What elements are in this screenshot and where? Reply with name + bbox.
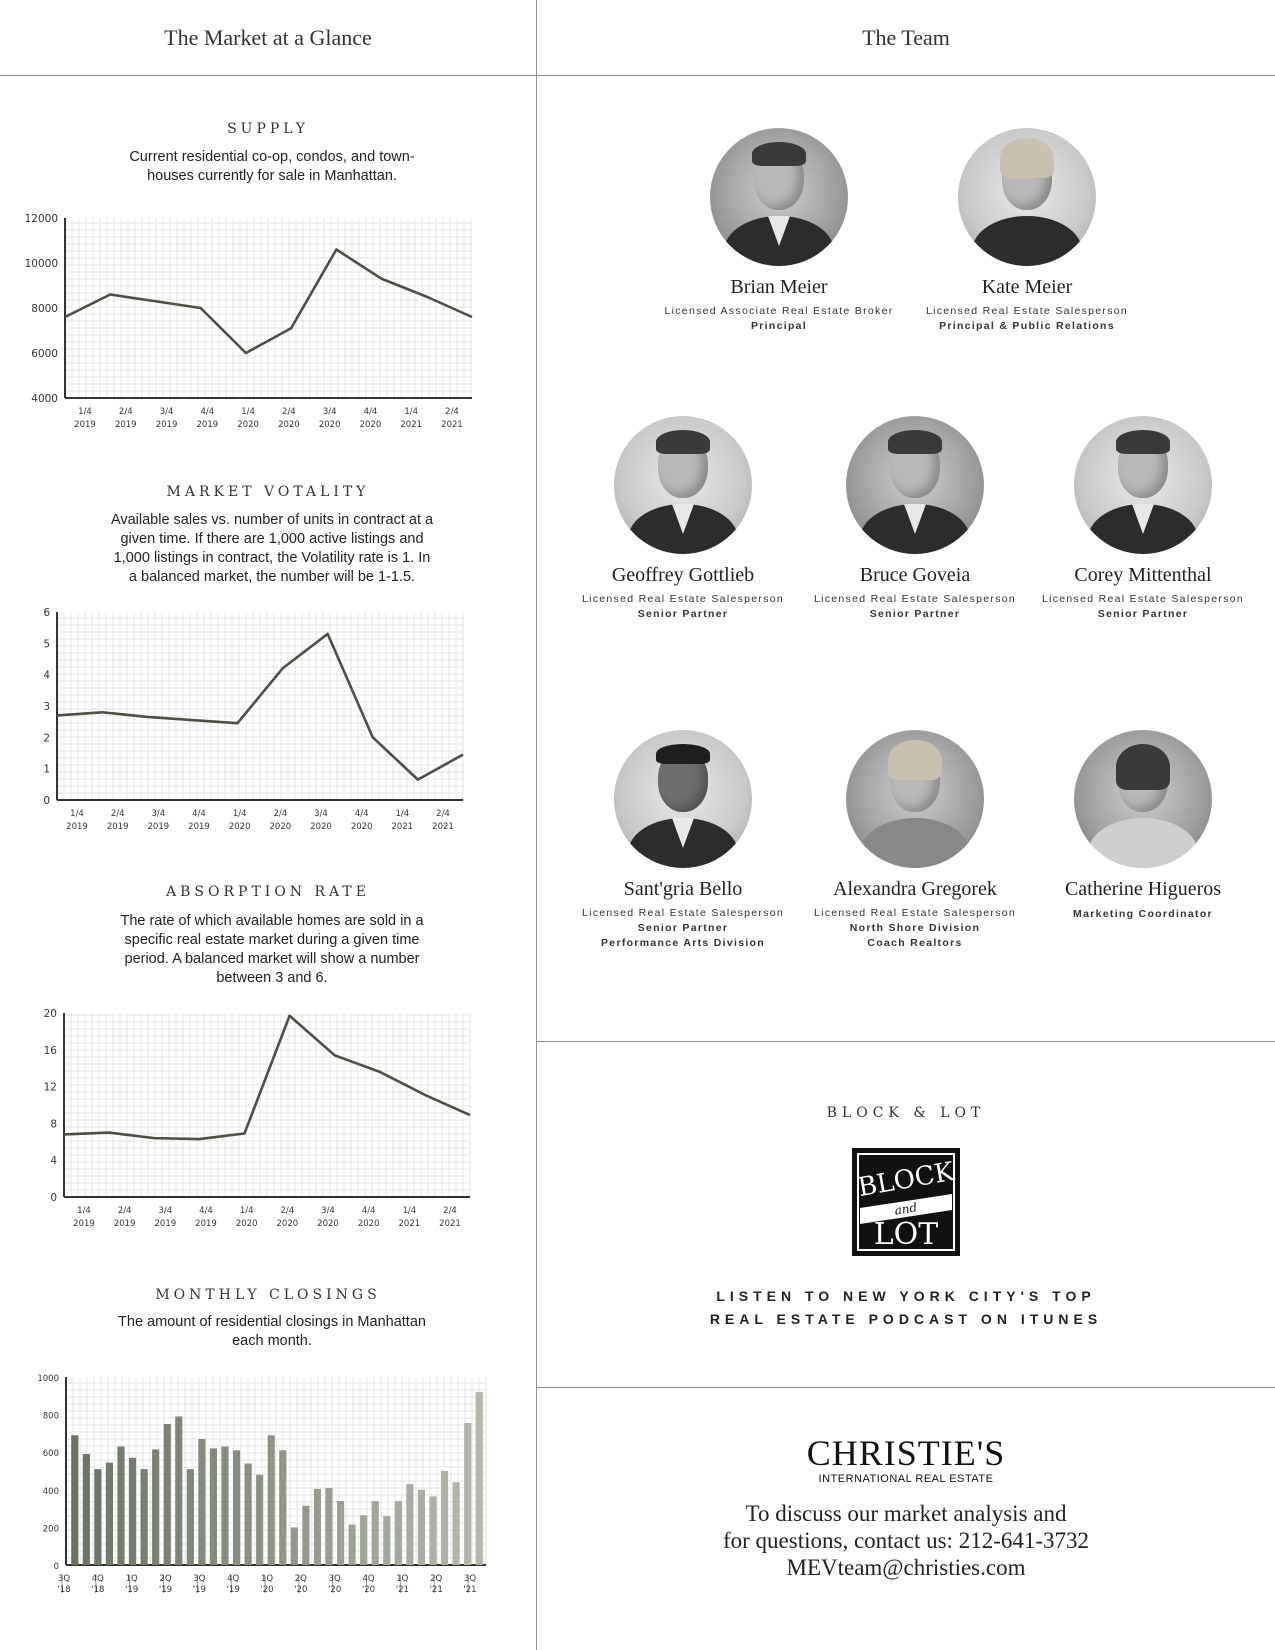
avatar [710,128,848,266]
podcast-line-1: LISTEN TO NEW YORK CITY'S TOP [716,1288,1096,1304]
absorption-description: The rate of which available homes are sold in a specific real estate market during a given time period. A balanced market will show a number between 3 and 6. [120,913,424,986]
x-tick-label: 2Q [294,1574,307,1584]
avatar [958,128,1096,266]
x-tick-label: '20 [361,1585,376,1595]
contact-block [537,1500,1275,1581]
bar [418,1490,425,1565]
x-tick-label: '19 [125,1585,139,1595]
bar [117,1447,124,1565]
x-tick-label: 2020 [317,1219,339,1229]
closings-description: The amount of residential closings in Manhattan each month. [118,1314,426,1349]
x-tick-label: 3Q [193,1574,206,1584]
x-tick-label: '21 [429,1585,443,1595]
member-name: Kate Meier [981,276,1073,298]
y-tick-label: 3 [43,701,50,713]
bar [337,1501,344,1565]
member-title: Coach Realtors [867,937,963,949]
y-tick-label: 8 [50,1118,57,1131]
x-tick-label: 4/4 [361,1206,376,1216]
bar [129,1458,136,1565]
x-tick-label: 3/4 [159,407,174,417]
x-tick-label: 4Q [91,1574,104,1584]
x-tick-label: 2021 [439,1219,461,1229]
x-tick-label: 2/4 [118,407,133,417]
closings-chart [0,1365,536,1625]
bar [291,1527,298,1565]
contact-line-2: for questions, contact us: 212-641-3732 [722,1528,1090,1553]
x-tick-label: 2021 [432,822,454,830]
member-name: Catherine Higueros [1064,878,1222,900]
x-tick-label: 2019 [73,1219,95,1229]
x-tick-label: 2021 [400,420,423,430]
absorption-title: ABSORPTION RATE [166,884,370,900]
x-tick-label: '18 [57,1585,71,1595]
x-tick-label: 2019 [74,420,96,430]
bar [245,1463,252,1565]
y-tick-label: 4 [50,1155,57,1168]
x-tick-label: 3Q [463,1574,477,1584]
y-tick-label: 8000 [31,303,58,315]
team-member-corey-mittenthal [1013,416,1273,622]
x-tick-label: 1/4 [70,809,84,819]
bar [94,1469,101,1565]
x-tick-label: 1/4 [78,407,92,417]
bar [476,1392,483,1565]
bar [187,1469,194,1565]
supply-chart [0,203,536,433]
member-name: Geoffrey Gottlieb [611,564,755,586]
y-tick-label: 4 [43,669,50,682]
y-tick-label: 2 [43,732,50,745]
bar [429,1496,436,1565]
podcast-divider [537,1387,1275,1388]
x-tick-label: 2020 [235,1219,258,1229]
member-name: Alexandra Gregorek [833,878,997,900]
x-tick-label: 2020 [350,822,373,830]
team-divider [537,1041,1275,1042]
member-title: Principal [750,320,808,332]
y-tick-label: 0 [43,795,50,807]
member-title: Marketing Coordinator [1073,908,1213,920]
x-tick-label: '20 [328,1585,342,1595]
member-title: Senior Partner [637,608,729,620]
x-tick-label: 2019 [155,420,178,430]
bar [198,1439,205,1565]
x-tick-label: 1Q [260,1574,274,1584]
x-tick-label: 2020 [318,420,341,430]
y-tick-label: 4000 [31,393,58,405]
bar [453,1482,460,1565]
absorption-chart [0,1000,536,1230]
x-tick-label: 1/4 [77,1206,91,1216]
x-tick-label: 3/4 [314,809,328,819]
closings-title: MONTHLY CLOSINGS [155,1287,381,1303]
x-tick-label: 2020 [359,420,382,430]
member-role: Licensed Associate Real Estate Broker [664,305,894,317]
bar [256,1475,263,1565]
bar [71,1435,78,1565]
team-member-brian-meier [649,128,909,334]
x-tick-label: 2/4 [445,407,459,417]
bar [83,1454,90,1565]
bar [279,1450,286,1565]
bar [441,1471,448,1565]
x-tick-label: 2019 [154,1219,177,1229]
block-and-lot-logo-art [854,1150,958,1254]
logo-text-and: and [893,1200,919,1218]
y-tick-label: 1000 [37,1374,59,1384]
member-name: Bruce Goveia [859,564,971,586]
bar [302,1506,309,1565]
market-header: The Market at a Glance [164,25,372,50]
y-tick-label: 12000 [24,213,58,225]
x-tick-label: 4/4 [354,809,369,819]
member-role: Licensed Real Estate Salesperson [813,593,1017,605]
avatar [614,730,752,868]
bar [406,1484,413,1565]
x-tick-label: 2020 [276,1219,299,1229]
y-tick-label: 12 [43,1081,57,1094]
y-tick-label: 6000 [31,348,58,360]
x-tick-label: 1Q [396,1574,409,1584]
x-tick-label: 2019 [195,1219,217,1229]
bar [141,1469,148,1565]
x-tick-label: 2019 [196,420,219,430]
y-tick-label: 10000 [24,258,58,270]
x-tick-label: 1/4 [402,1206,417,1216]
bar [210,1448,217,1565]
x-tick-label: '21 [395,1585,409,1595]
x-tick-label: '20 [294,1585,308,1595]
x-tick-label: 2021 [391,822,414,830]
team-header: The Team [862,25,950,50]
x-tick-label: 4/4 [192,809,206,819]
y-tick-label: 1 [43,763,50,776]
bar [464,1423,471,1565]
x-tick-label: '19 [192,1585,206,1595]
volatility-chart [0,600,536,830]
x-tick-label: 2/4 [436,809,450,819]
x-tick-label: 2020 [269,822,292,830]
x-tick-label: 2020 [310,822,332,830]
x-tick-label: 1/4 [239,1206,254,1216]
avatar [846,730,984,868]
member-name: Sant'gria Bello [623,878,743,900]
x-tick-label: 2019 [66,822,88,830]
podcast-line-2: REAL ESTATE PODCAST ON ITUNES [709,1311,1103,1327]
logo-text-lot: LOT [873,1217,939,1252]
bar [325,1488,332,1565]
x-tick-label: 4Q [362,1574,375,1584]
header-divider [0,75,1275,76]
team-member-bruce-goveia [785,416,1045,622]
member-title: Senior Partner [869,608,961,620]
member-role: Licensed Real Estate Salesperson [925,305,1129,317]
x-tick-label: 2019 [147,822,170,830]
member-name: Brian Meier [730,276,828,298]
member-role: Licensed Real Estate Salesperson [813,907,1017,919]
supply-description: Current residential co-op, condos, and town-houses currently for sale in Manhattan. [129,149,415,184]
member-title: Senior Partner [1097,608,1189,620]
christies-logo: CHRISTIE'S [806,1433,1006,1473]
x-tick-label: 1/4 [232,809,247,819]
x-tick-label: 4/4 [199,1206,213,1216]
avatar [614,416,752,554]
block-and-lot-title: BLOCK & LOT [826,1105,986,1121]
x-tick-label: 2019 [188,822,210,830]
x-tick-label: 3Q [328,1574,341,1584]
member-role: Licensed Real Estate Salesperson [1041,593,1245,605]
bar [268,1435,275,1565]
bar [395,1501,402,1565]
member-title: North Shore Division [849,922,981,934]
x-tick-label: 1/4 [404,407,419,417]
chart-grid [64,1013,470,1197]
christies-logo-subtitle: INTERNATIONAL REAL ESTATE [818,1473,994,1485]
x-tick-label: 2/4 [280,1206,295,1216]
y-tick-label: 200 [42,1524,59,1535]
x-tick-label: 2Q [430,1574,443,1584]
x-tick-label: '19 [226,1585,240,1595]
volatility-description: Available sales vs. number of units in contract at a given time. If there are 1,000 active listings and 1,000 listings in contract, the Volatility rate is 1. In a balanced market, the number will be 1-1.5. [110,512,434,585]
volatility-title: MARKET VOTALITY [166,484,370,500]
x-tick-label: '21 [463,1585,477,1595]
bar [360,1515,367,1565]
y-tick-label: 16 [43,1044,57,1057]
x-tick-label: 2021 [441,420,463,430]
x-tick-label: '19 [158,1585,173,1595]
x-tick-label: 3Q [57,1574,71,1584]
x-tick-label: 3/4 [321,1206,335,1216]
team-member-geoffrey-gottlieb [553,416,813,622]
x-tick-label: 2/4 [273,809,288,819]
y-tick-label: 0 [50,1192,57,1204]
bar [221,1447,228,1565]
contact-email[interactable]: MEVteam@christies.com [786,1555,1026,1580]
team-member-santgria-bello [553,730,813,951]
x-tick-label: 3/4 [158,1206,173,1216]
x-tick-label: 2/4 [117,1206,132,1216]
team-member-alexandra-gregorek [785,730,1045,951]
y-tick-label: 0 [53,1562,59,1572]
x-tick-label: 2020 [237,420,259,430]
bar [349,1525,356,1565]
y-tick-label: 6 [43,607,50,619]
contact-line-1: To discuss our market analysis and [745,1501,1067,1526]
avatar [846,416,984,554]
y-tick-label: 5 [43,638,50,651]
x-tick-label: 1Q [125,1574,138,1584]
x-tick-label: 1/4 [395,809,410,819]
bar [314,1489,321,1565]
x-tick-label: 4Q [227,1574,240,1584]
x-tick-label: 2021 [398,1219,421,1229]
avatar [1074,416,1212,554]
x-tick-label: 1/4 [241,407,255,417]
bar [233,1450,240,1565]
x-tick-label: 2019 [114,420,137,430]
chart-grid [65,218,472,398]
member-title: Principal & Public Relations [939,320,1115,332]
bar [383,1516,390,1565]
x-tick-label: '20 [260,1585,274,1595]
team-member-kate-meier [897,128,1157,334]
member-title: Performance Arts Division [601,937,765,949]
member-title: Senior Partner [637,922,729,934]
x-tick-label: 2/4 [443,1206,457,1216]
x-tick-label: 3/4 [151,809,166,819]
bar [152,1449,159,1565]
avatar [1074,730,1212,868]
y-tick-label: 20 [43,1008,57,1020]
member-role: Licensed Real Estate Salesperson [581,593,785,605]
x-tick-label: 4/4 [363,407,378,417]
x-tick-label: 2/4 [110,809,125,819]
chart-grid [57,612,463,800]
bar [175,1416,182,1565]
x-tick-label: 2020 [278,420,300,430]
column-divider [536,0,537,1650]
bar [164,1424,171,1565]
x-tick-label: 2020 [228,822,251,830]
block-and-lot-logo [852,1148,960,1256]
x-tick-label: 2/4 [282,407,296,417]
x-tick-label: 4/4 [200,407,215,417]
bar [372,1501,379,1565]
x-tick-label: '18 [91,1585,105,1595]
podcast-callout [537,1285,1275,1331]
supply-title: SUPPLY [227,121,309,137]
x-tick-label: 2019 [113,1219,136,1229]
bar [106,1463,113,1565]
logo-text-block: BLOCK [855,1156,957,1204]
x-tick-label: 2Q [159,1574,172,1584]
y-tick-label: 800 [42,1411,59,1422]
y-tick-label: 600 [42,1449,59,1460]
x-tick-label: 2019 [106,822,129,830]
y-tick-label: 400 [42,1486,59,1497]
team-member-catherine-higueros [1013,730,1273,922]
member-name: Corey Mittenthal [1074,564,1212,586]
x-tick-label: 3/4 [322,407,337,417]
member-role: Licensed Real Estate Salesperson [581,907,785,919]
x-tick-label: 2020 [357,1219,380,1229]
